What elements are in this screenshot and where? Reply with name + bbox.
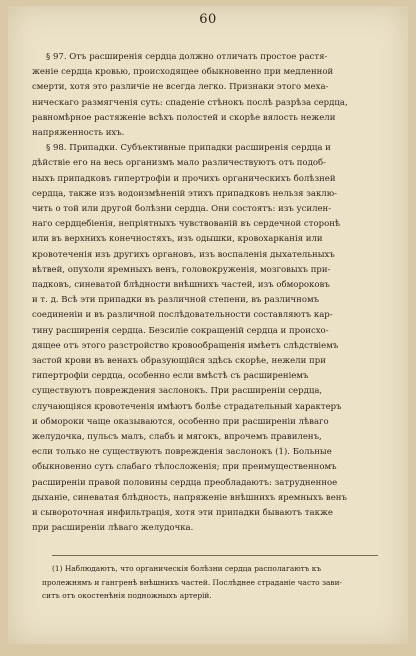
text-line: желудочка, пульсъ малъ, слабъ и мягокъ, впрочемъ правиленъ, xyxy=(32,432,322,443)
text-line: § 97. Отъ расширенія сердца должно отличать простое растя- xyxy=(46,52,328,62)
text-line: ныхъ припадковъ гипертрофіи и прочихъ органическихъ болѣзней xyxy=(32,173,336,184)
paragraph-97 xyxy=(32,50,398,141)
text-line: если только не существуютъ поврежденія заслонокъ (1). Больные xyxy=(32,447,332,458)
text-line: вѣтвей, опухоли яремныхъ венъ, головокруженія, мозговыхъ при- xyxy=(32,264,331,275)
text-line: и т. д. Всѣ эти припадки въ различной степени, въ различномъ xyxy=(32,295,320,306)
footnote-divider xyxy=(52,555,378,556)
text-line: напряженность ихъ. xyxy=(32,128,125,139)
text-line: сердца, также изъ водоизмѣненій этихъ припадковъ нельзя заклю- xyxy=(32,188,338,199)
text-line: расширеніи правой половины сердца преобладаютъ: затрудненное xyxy=(32,477,338,488)
text-line: случающіяся кровотеченія имѣютъ болѣе страдательный характеръ xyxy=(32,401,342,412)
footnote xyxy=(42,562,388,603)
text-line: § 98. Припадки. Субъективные припадки расширенія сердца и xyxy=(46,143,331,154)
text-line: дыханіе, синеватая блѣдность, напряженіе внѣшнихъ яремныхъ венъ xyxy=(32,492,347,503)
text-line: чить о той или другой болѣзни сердца. Они состоятъ: изъ усилен- xyxy=(32,204,332,215)
text-line: смерти, хотя это различіе не всегда легко. Признаки этого меха- xyxy=(32,82,329,93)
book-page xyxy=(8,6,408,644)
text-line: падковъ, синеватой блѣдности внѣшнихъ частей, изъ обмороковъ xyxy=(32,280,330,291)
text-line: существуютъ повреждения заслонокъ. При расширеніи сердца, xyxy=(32,386,323,397)
text-line: обыкновенно суть слабаго тѣлосложенія; при преимущественномъ xyxy=(32,462,337,473)
text-line: и сывороточная инфильтрація, хотя эти припадки бываютъ также xyxy=(32,508,333,519)
text-line: и обмороки чаще оказываются, особенно при расширеніи лѣваго xyxy=(32,416,329,427)
text-line: ническаго размягченія суть: спаденіе стѣнокъ послѣ разрѣза сердца, xyxy=(32,97,348,108)
text-line: наго сердцебіенія, непріятныхъ чувствованій въ сердечной сторонѣ xyxy=(32,219,341,230)
text-line: тину расширенія сердца. Безсиліе сокращеній сердца и происхо- xyxy=(32,325,329,336)
page-number: 60 xyxy=(199,12,217,27)
footnote-line: (1) Наблюдаютъ, что органическія болѣзни сердца располагаютъ къ xyxy=(52,564,322,573)
text-line: дѣйствіе его на весь организмъ мало различествуютъ отъ подоб- xyxy=(32,158,327,169)
text-line: при расширеніи лѣваго желудочка. xyxy=(32,523,194,534)
text-line: женіе сердца кровью, происходящее обыкновенно при медленной xyxy=(32,67,334,78)
text-line: соединеніи и въ различной послѣдовательности составляютъ кар- xyxy=(32,310,333,321)
text-line: равномѣрное растяженіе всѣхъ полостей и скорѣе вялость нежели xyxy=(32,112,336,123)
text-line: застой крови въ венахъ образующійся здѣсь скорѣе, нежели при xyxy=(32,356,326,367)
paragraph-98 xyxy=(32,141,398,536)
text-line: кровотеченія изъ другихъ органовъ, изъ воспаленія дыхательныхъ xyxy=(32,249,335,260)
body-text xyxy=(32,50,398,537)
text-line: или въ верхнихъ конечностяхъ, изъ одышки, кровохарканія или xyxy=(32,234,323,245)
footnote-line: пролежнямъ и гангренѣ внѣшнихъ частей. Послѣднее страданіе часто зави- xyxy=(42,577,342,587)
text-line: дящее отъ этого разстройство кровообращенія имѣетъ слѣдствіемъ xyxy=(32,340,339,351)
footnote-line: ситъ отъ окостенѣнія подножныхъ артерій. xyxy=(42,591,212,601)
text-line: гипертрофіи сердца, особенно если вмѣстѣ съ расширеніемъ xyxy=(32,371,309,382)
